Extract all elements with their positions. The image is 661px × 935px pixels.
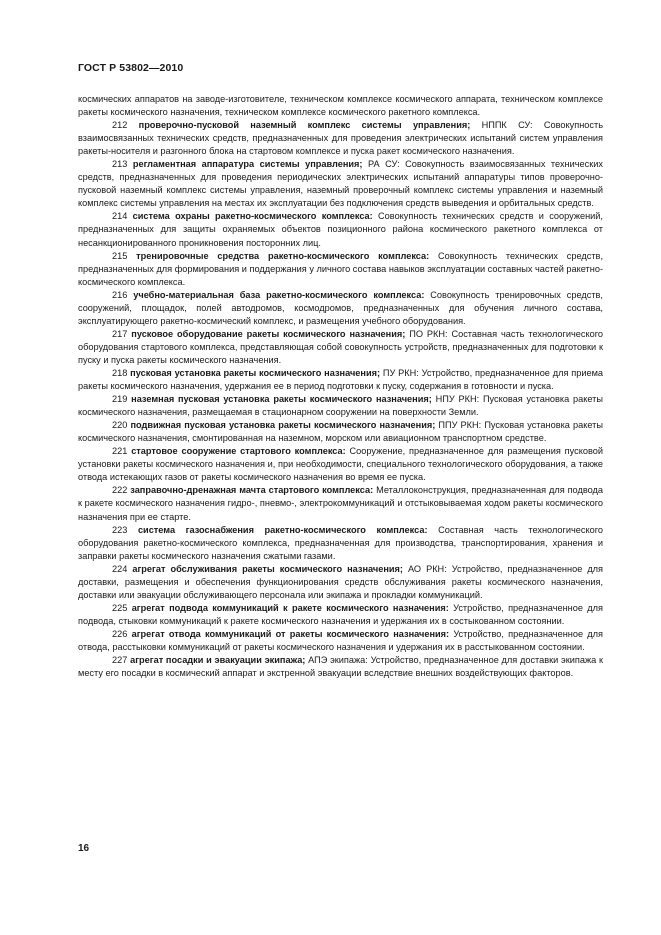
entry-definition: Устройство, предназначенное для подвода, стыковки коммуникаций к ракете космического назначения и удержания их в состыкованном состоянии. (78, 602, 603, 626)
entry-number: 218 (112, 367, 128, 378)
entry-number: 212 (112, 120, 128, 131)
entry-term: пусковое оборудование ракеты космического назначения; (131, 328, 406, 339)
term-entry (78, 367, 603, 393)
term-entry (78, 484, 603, 523)
entry-term: наземная пусковая установка ракеты космического назначения; (131, 394, 432, 405)
entry-definition: Совокупность тренировочных средств, сооружений, площадок, полей автодромов, космодромов, предназначенных для обучения личного состава, эксплуатирующего ракетно-космический комплекс, и размещения учебного оборудования. (78, 289, 603, 326)
entry-abbreviation: ПУ РКН: (382, 367, 419, 378)
entry-abbreviation: НППК СУ: (481, 120, 533, 131)
entry-definition: Совокупность взаимосвязанных технических средств, предназначенных для проведения периодических электрических испытаний аппаратуры типов проверочно-пусковой наземный комплекс системы управления, наземный проверочный комплекс системы управления и наземный комплекс системы управления на местах их эксплуатации без подключения средств выведения и орбитальных средств. (78, 159, 603, 209)
entry-number: 214 (112, 211, 128, 222)
term-entry (78, 328, 603, 367)
entry-number: 227 (112, 655, 128, 666)
entry-term: система охраны ракетно-космического комплекса: (132, 211, 373, 222)
entry-number: 216 (112, 289, 128, 300)
entry-number: 220 (112, 420, 128, 431)
entry-number: 217 (112, 328, 128, 339)
term-entry (78, 445, 603, 484)
entry-number: 222 (112, 485, 128, 496)
document-body (78, 93, 603, 680)
term-entry (78, 250, 603, 289)
entry-term: проверочно-пусковой наземный комплекс системы управления; (138, 120, 471, 131)
term-entry (78, 602, 603, 628)
entry-number: 219 (112, 394, 128, 405)
entry-number: 225 (112, 602, 128, 613)
document-header: ГОСТ Р 53802—2010 (78, 62, 184, 74)
term-entry (78, 158, 603, 210)
entry-definition: Пусковая установка ракеты космического назначения, размещаемая в стационарном сооружении на поверхности Земли. (78, 394, 603, 418)
entry-definition: Устройство, предназначенное для приема ракеты космического назначения, удержания ее в период подготовки к пуску, содержания в готовности и пуска. (78, 367, 603, 392)
term-entry (78, 419, 603, 445)
entry-definition: Совокупность взаимосвязанных технических средств, предназначенных для проведения электрических испытаний систем управления ракеты-носителя и разгонного блока на стартовом комплексе и пуска ракет космического назначения. (78, 120, 603, 157)
entry-definition: Устройство, предназначенное для доставки, размещения и обеспечения функционирования средств обслуживания ракеты космического назначения, доставки или эвакуации обслуживающего персонала или экипажа и прокладки коммуникаций. (78, 563, 604, 600)
entry-number: 226 (112, 628, 128, 639)
entry-term: агрегат посадки и эвакуации экипажа; (130, 655, 306, 666)
entry-number: 215 (112, 250, 128, 261)
entry-number: 213 (112, 159, 128, 170)
entry-abbreviation: АО РКН: (407, 563, 447, 574)
entry-term: заправочно-дренажная мачта стартового комплекса: (130, 485, 374, 496)
entry-term: агрегат обслуживания ракеты космического назначения; (132, 563, 403, 574)
entry-term: пусковая установка ракеты космического назначения; (130, 367, 381, 378)
entry-number: 221 (112, 446, 128, 457)
entry-definition: Совокупность технических средств и сооружений, предназначенных для защиты охраняемых объектов позиционного района космического ракетного комплекса от несанкционированного проникновения посторонних лиц. (78, 211, 603, 248)
entry-definition: Пусковая установка ракеты космического назначения, смонтированная на наземном, морском или авиационном транспортном средстве. (78, 420, 603, 444)
page-number: 16 (78, 843, 90, 854)
entry-term: система газоснабжения ракетно-космического комплекса: (137, 524, 428, 535)
term-entry (78, 289, 603, 328)
entry-definition: Металлоконструкция, предназначенная для подвода к ракете космического назначения гидро-, пневмо-, электрокоммуникаций и отстыковываемая ходом ракеты космического назначения при ее старте. (78, 485, 603, 522)
entry-term: регламентная аппаратура системы управления; (132, 159, 363, 170)
entry-term: учебно-материальная база ракетно-космического комплекса: (133, 289, 425, 300)
term-entry (78, 119, 603, 158)
term-entry (78, 393, 603, 419)
entry-term: агрегат подвода коммуникаций к ракете космического назначения: (131, 602, 449, 613)
term-entry (78, 654, 603, 680)
entry-definition: Устройство, предназначенное для доставки экипажа к месту его посадки в космический аппарат и экстренной эвакуации вследствие внешних воздействующих факторов. (78, 655, 603, 679)
term-entry (78, 210, 603, 249)
entry-abbreviation: НПУ РКН: (435, 394, 480, 405)
entry-definition: Составная часть технологического оборудования ракетно-космического комплекса, предназначенная для производства, транспортирования, хранения и заправки ракеты космического назначения сжатыми газами. (78, 524, 603, 561)
entry-number: 224 (112, 563, 128, 574)
entry-number: 223 (112, 524, 128, 535)
term-entry (78, 524, 603, 563)
entry-term: агрегат отвода коммуникаций от ракеты космического назначения: (131, 628, 450, 639)
entry-definition: Сооружение, предназначенное для размещения пусковой установки ракеты космического назначения и, при необходимости, специального технологического оборудования, а также отвода истекающих газов от ракеты космического назначения во время ее пуска. (78, 446, 603, 483)
term-entry (78, 563, 603, 602)
entry-definition: Устройство, предназначенное для отвода, расстыковки коммуникаций от ракеты космического назначения и удержания их в расстыкованном состоянии. (78, 628, 604, 652)
term-entries (78, 119, 603, 680)
term-entry (78, 628, 603, 654)
entry-definition: Составная часть технологического оборудования стартового комплекса, представляющая собой совокупность устройств, предназначенных для подготовки к пуску и пуска ракеты космического назначения. (78, 328, 603, 365)
entry-abbreviation: ППУ РКН: (438, 420, 482, 431)
entry-abbreviation: АПЭ экипажа: (308, 655, 368, 666)
entry-definition: Совокупность технических средств, предназначенных для формирования и поддержания у личного состава навыков эксплуатации составных частей ракетно-космического комплекса. (78, 250, 603, 287)
intro-paragraph: космических аппаратов на заводе-изготовителе, техническом комплексе космического аппарата, техническом комплексе ракеты космического назначения, техническом комплексе космического ракетного комплекса. (78, 94, 603, 118)
entry-term: стартовое сооружение стартового комплекса: (131, 446, 346, 457)
entry-term: подвижная пусковая установка ракеты космического назначения; (130, 420, 436, 431)
entry-abbreviation: ПО РКН: (409, 328, 448, 339)
entry-term: тренировочные средства ракетно-космического комплекса: (136, 250, 430, 261)
entry-abbreviation: РА СУ: (367, 159, 400, 170)
